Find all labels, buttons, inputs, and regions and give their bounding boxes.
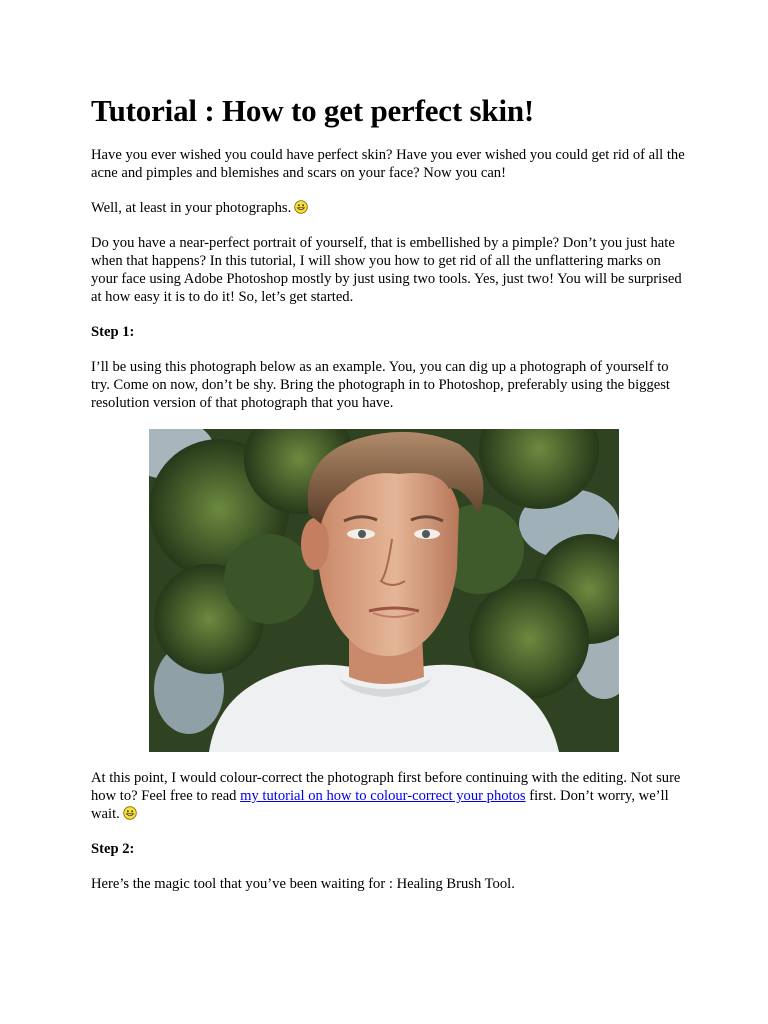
- colour-correct-text-before: At this point, I would colour-correct the photograph first before continuing with the editing. Not sure how to? Feel free to read: [91, 770, 681, 804]
- page-title: Tutorial : How to get perfect skin!: [91, 93, 535, 128]
- photographs-text: Well, at least in your photographs.: [91, 200, 292, 216]
- step-2-heading: Step 2:: [91, 841, 135, 857]
- tutorial-intro-paragraph: Do you have a near-perfect portrait of yourself, that is embellished by a pimple? Don’t you just hate when that happens? In this tutorial, I will show you how to get rid of all the unflattering marks on your face using Adobe Photoshop mostly by just using two tools. Yes, just two! You will be surprised at how easy it is to do it! So, let’s get started.: [91, 235, 682, 305]
- photographs-paragraph: [91, 199, 691, 217]
- smiley-emoji-icon: [294, 200, 308, 214]
- colour-correct-paragraph: [91, 769, 691, 823]
- step-1-heading: Step 1:: [91, 324, 135, 340]
- portrait-photo: [149, 429, 619, 752]
- document-content: [91, 93, 691, 910]
- example-photo-paragraph: I’ll be using this photograph below as an example. You, you can dig up a photograph of yourself to try. Come on now, don’t be shy. Bring the photograph in to Photoshop, preferably using the biggest resolution version of that photograph that you have.: [91, 359, 670, 411]
- colour-correct-tutorial-link[interactable]: my tutorial on how to colour-correct your photos: [240, 788, 526, 804]
- healing-brush-paragraph: Here’s the magic tool that you’ve been waiting for : Healing Brush Tool.: [91, 876, 515, 892]
- colour-correct-text-after: first. Don’t worry, we’ll wait.: [91, 788, 669, 822]
- intro-paragraph: Have you ever wished you could have perfect skin? Have you ever wished you could get rid of all the acne and pimples and blemishes and scars on your face? Now you can!: [91, 147, 685, 181]
- smiley-emoji-icon: [123, 806, 137, 820]
